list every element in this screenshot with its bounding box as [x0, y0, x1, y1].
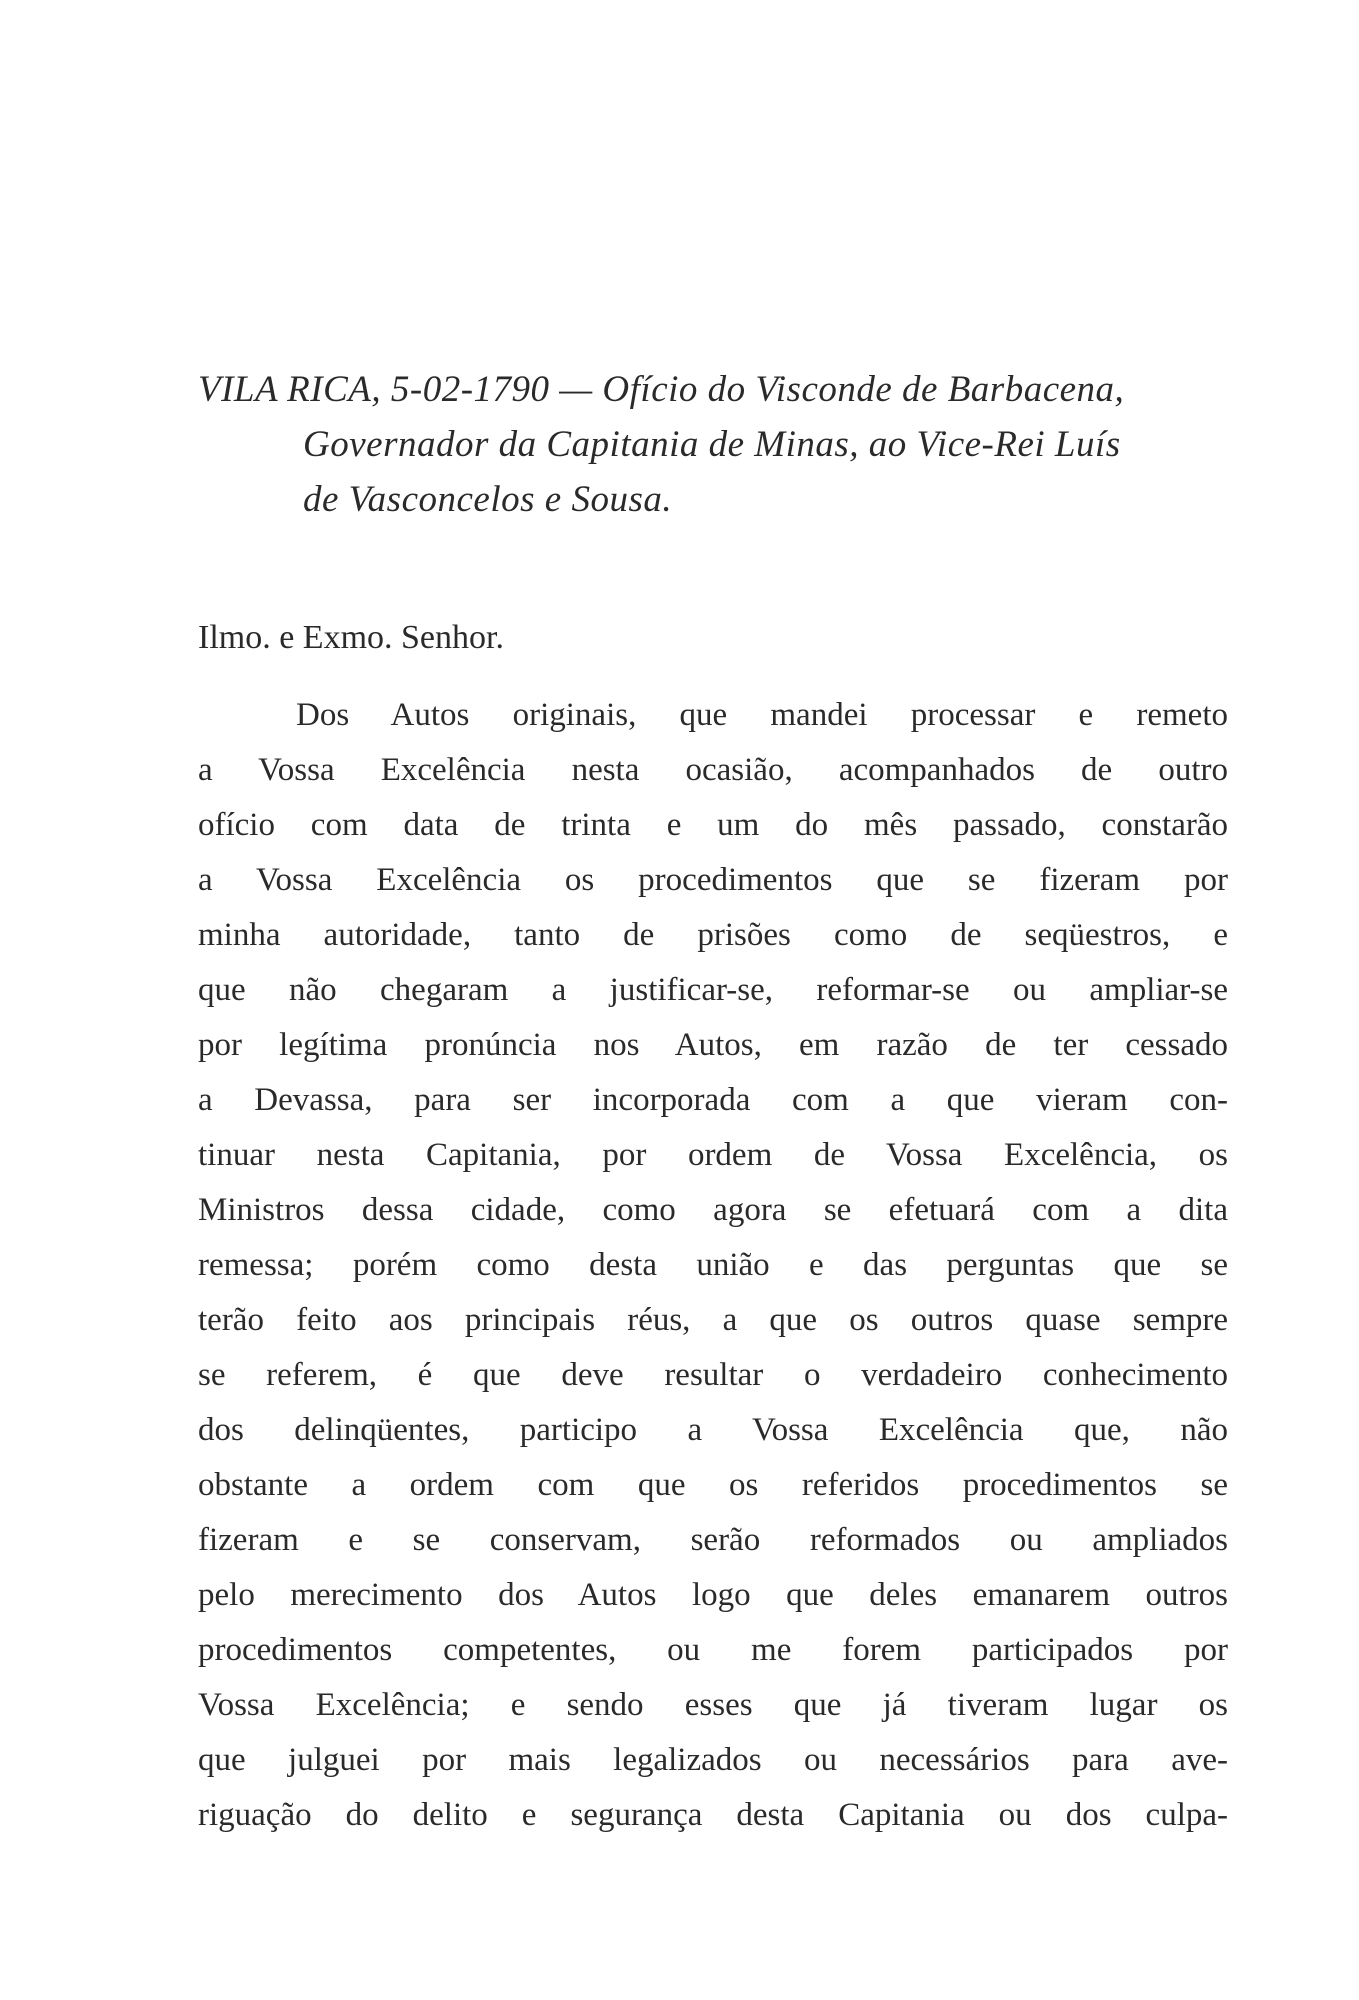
- text-line: Ministros dessa cidade, como agora se efetuará com a dita: [198, 1192, 1228, 1228]
- text-line: que julguei por mais legalizados ou necessários para ave-: [198, 1742, 1228, 1778]
- text-line: por legítima pronúncia nos Autos, em razão de ter cessado: [198, 1027, 1228, 1063]
- text-line: a Vossa Excelência os procedimentos que se fizeram por: [198, 862, 1228, 898]
- text-line: fizeram e se conservam, serão reformados ou ampliados: [198, 1522, 1228, 1558]
- text-line: a Devassa, para ser incorporada com a que vieram con-: [198, 1082, 1228, 1118]
- text-line: remessa; porém como desta união e das perguntas que se: [198, 1247, 1228, 1283]
- text-line: Dos Autos originais, que mandei processar e remeto: [296, 697, 1228, 733]
- heading-line: VILA RICA, 5-02-1790 — Ofício do Visconde de Barbacena,: [198, 369, 1125, 410]
- heading-line: de Vasconcelos e Sousa.: [303, 479, 673, 520]
- text-line: se referem, é que deve resultar o verdadeiro conhecimento: [198, 1357, 1228, 1393]
- text-line: ofício com data de trinta e um do mês passado, constarão: [198, 807, 1228, 843]
- text-line: Vossa Excelência; e sendo esses que já tiveram lugar os: [198, 1687, 1228, 1723]
- text-line: dos delinqüentes, participo a Vossa Excelência que, não: [198, 1412, 1228, 1448]
- text-line: riguação do delito e segurança desta Capitania ou dos culpa-: [198, 1797, 1228, 1833]
- heading-line: Governador da Capitania de Minas, ao Vice-Rei Luís: [303, 424, 1121, 465]
- document-heading: [198, 362, 1238, 527]
- text-line: obstante a ordem com que os referidos procedimentos se: [198, 1467, 1228, 1503]
- text-line: pelo merecimento dos Autos logo que deles emanarem outros: [198, 1577, 1228, 1613]
- text-line: que não chegaram a justificar-se, reformar-se ou ampliar-se: [198, 972, 1228, 1008]
- body-paragraph: [198, 688, 1228, 1843]
- text-line: minha autoridade, tanto de prisões como de seqüestros, e: [198, 917, 1228, 953]
- text-line: terão feito aos principais réus, a que os outros quase sempre: [198, 1302, 1228, 1338]
- salutation: Ilmo. e Exmo. Senhor.: [198, 619, 504, 656]
- text-line: procedimentos competentes, ou me forem participados por: [198, 1632, 1228, 1668]
- text-line: a Vossa Excelência nesta ocasião, acompanhados de outro: [198, 752, 1228, 788]
- text-line: tinuar nesta Capitania, por ordem de Vossa Excelência, os: [198, 1137, 1228, 1173]
